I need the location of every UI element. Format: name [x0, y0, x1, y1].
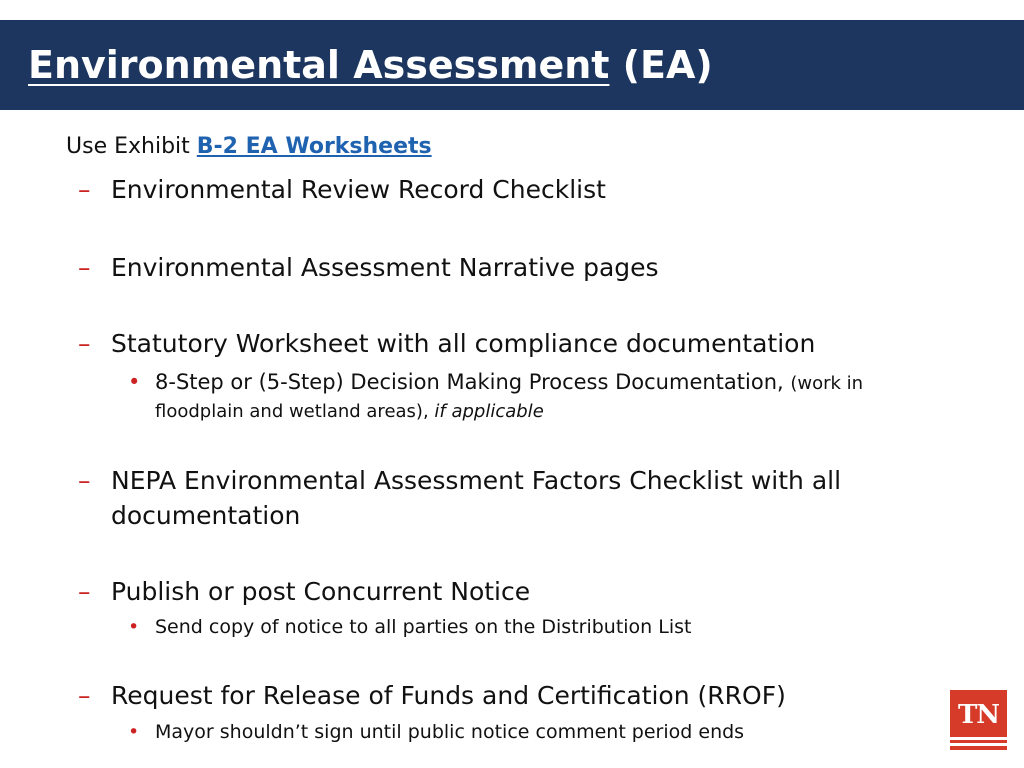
tn-logo-stripe: [950, 737, 1007, 740]
sub-item-decision-making-line2-text: floodplain and wetland areas),: [155, 401, 435, 422]
dash-icon: –: [78, 466, 91, 495]
tn-logo-text: TN: [957, 700, 1000, 730]
title-underlined-text: Environmental Assessment: [28, 43, 610, 87]
sub-item-mayor-sign: Mayor shouldn’t sign until public notice comment period ends: [155, 721, 745, 743]
intro-line: [66, 134, 432, 159]
item-ea-narrative: Environmental Assessment Narrative pages: [111, 253, 659, 282]
sub-item-decision-making-line2: [155, 401, 544, 422]
tn-logo: [950, 690, 1007, 750]
sub-item-decision-making-note: (work in: [790, 373, 864, 394]
sub-item-decision-making-italic: if applicable: [434, 401, 544, 422]
sub-bullet-icon: •: [128, 721, 140, 743]
sub-item-send-copy: Send copy of notice to all parties on the Distribution List: [155, 616, 692, 638]
dash-icon: –: [78, 681, 91, 710]
sub-item-decision-making-text: 8-Step or (5-Step) Decision Making Process Documentation,: [155, 370, 791, 394]
sub-bullet-icon: •: [128, 370, 141, 394]
exhibit-link[interactable]: B-2 EA Worksheets: [196, 134, 432, 159]
page-title: [28, 40, 713, 90]
dash-icon: –: [78, 175, 91, 204]
dash-icon: –: [78, 329, 91, 358]
tn-logo-stripe: [950, 743, 1007, 746]
item-statutory-worksheet: Statutory Worksheet with all compliance documentation: [111, 329, 816, 358]
item-nepa-checklist-line2: documentation: [111, 501, 301, 530]
item-nepa-checklist-line1: NEPA Environmental Assessment Factors Checklist with all: [111, 466, 842, 495]
intro-text: Use Exhibit: [66, 134, 197, 159]
title-suffix: (EA): [609, 43, 713, 87]
item-rrof: Request for Release of Funds and Certification (RROF): [111, 681, 786, 710]
dash-icon: –: [78, 253, 91, 282]
item-concurrent-notice: Publish or post Concurrent Notice: [111, 577, 531, 606]
sub-bullet-icon: •: [128, 616, 140, 638]
dash-icon: –: [78, 577, 91, 606]
item-erc-checklist: Environmental Review Record Checklist: [111, 175, 606, 204]
sub-item-decision-making: [155, 370, 863, 394]
